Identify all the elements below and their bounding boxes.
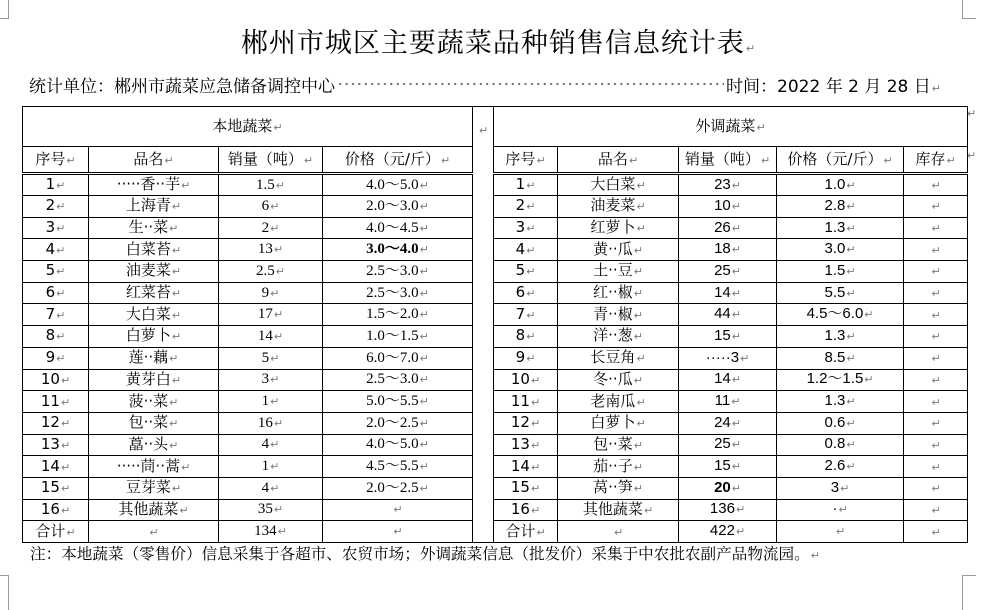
external-quantity-cell[interactable]: 24 ↵ [679, 412, 777, 434]
external-name-cell[interactable]: 青··椒 ↵ [558, 304, 679, 326]
external-price-cell[interactable]: 1.3 ↵ [777, 391, 904, 413]
table-row [23, 391, 968, 413]
external-stock-cell[interactable] [904, 304, 968, 326]
section-separator-cell[interactable] [473, 107, 494, 543]
external-quantity-cell[interactable]: ·····3 ↵ [679, 347, 777, 369]
external-quantity-cell[interactable]: 25 ↵ [679, 434, 777, 456]
external-header-quantity[interactable]: 销量（吨） ↵ [679, 147, 777, 174]
external-quantity-cell[interactable]: 25 ↵ [679, 261, 777, 283]
local-serial-cell[interactable]: 15 ↵ [23, 477, 89, 499]
external-name-cell[interactable]: 大白菜 ↵ [558, 174, 679, 196]
local-price-cell[interactable]: 3.0～4.0 ↵ [323, 239, 473, 261]
crop-mark-top-right [962, 0, 963, 18]
local-serial-cell[interactable]: 11 ↵ [23, 391, 89, 413]
local-quantity-cell[interactable]: 35 ↵ [219, 499, 323, 521]
total-row [23, 521, 968, 543]
local-serial-cell[interactable]: 9 ↵ [23, 347, 89, 369]
table-row [23, 304, 968, 326]
external-price-cell[interactable]: 1.0 ↵ [777, 174, 904, 196]
local-price-cell[interactable]: 2.5～3.0 ↵ [323, 282, 473, 304]
external-quantity-cell[interactable]: 18 ↵ [679, 239, 777, 261]
external-quantity-cell[interactable]: 44 ↵ [679, 304, 777, 326]
external-stock-cell[interactable] [904, 499, 968, 521]
external-quantity-cell[interactable]: 15 ↵ [679, 456, 777, 478]
local-serial-cell[interactable]: 1 ↵ [23, 174, 89, 196]
external-stock-cell[interactable] [904, 282, 968, 304]
local-name-cell[interactable]: 黄芽白 ↵ [89, 369, 219, 391]
local-price-cell[interactable]: 4.0～5.0 ↵ [323, 434, 473, 456]
local-name-cell[interactable]: 生··菜 ↵ [89, 217, 219, 239]
crop-mark-top-left [8, 0, 9, 18]
paragraph-mark-icon [478, 120, 488, 138]
external-price-cell[interactable]: 2.8 ↵ [777, 196, 904, 218]
local-serial-cell[interactable]: 3 ↵ [23, 217, 89, 239]
local-quantity-cell[interactable]: 2 ↵ [219, 217, 323, 239]
external-quantity-cell[interactable]: 23 ↵ [679, 174, 777, 196]
external-price-cell[interactable]: 1.2～1.5 ↵ [777, 369, 904, 391]
external-total-price-cell[interactable] [777, 521, 904, 543]
external-name-cell[interactable]: 长豆角 ↵ [558, 347, 679, 369]
local-total-label[interactable]: 合计 ↵ [23, 521, 89, 543]
local-header-quantity[interactable]: 销量（吨） ↵ [219, 147, 323, 174]
external-price-cell[interactable]: 1.3 ↵ [777, 217, 904, 239]
external-serial-cell[interactable]: 11 ↵ [494, 391, 558, 413]
external-quantity-cell[interactable]: 10 ↵ [679, 196, 777, 218]
external-stock-cell[interactable] [904, 456, 968, 478]
local-header-name[interactable]: 品名 ↵ [89, 147, 219, 174]
external-quantity-cell[interactable]: 14 ↵ [679, 282, 777, 304]
local-serial-cell[interactable]: 13 ↵ [23, 434, 89, 456]
external-header-serial[interactable]: 序号 ↵ [494, 147, 558, 174]
external-name-cell[interactable]: 包··菜 ↵ [558, 434, 679, 456]
local-serial-cell[interactable]: 10 ↵ [23, 369, 89, 391]
section-header-row [23, 107, 968, 147]
table-row [23, 499, 968, 521]
external-total-name-cell[interactable] [558, 521, 679, 543]
external-price-cell[interactable]: 0.8 ↵ [777, 434, 904, 456]
local-name-cell[interactable]: 菠··菜 ↵ [89, 391, 219, 413]
external-serial-cell[interactable]: 4 ↵ [494, 239, 558, 261]
table-row [23, 369, 968, 391]
external-serial-cell[interactable]: 16 ↵ [494, 499, 558, 521]
local-serial-cell[interactable]: 14 ↵ [23, 456, 89, 478]
local-price-cell[interactable] [323, 499, 473, 521]
external-stock-cell[interactable] [904, 261, 968, 283]
external-quantity-cell[interactable]: 14 ↵ [679, 369, 777, 391]
external-total-stock-cell[interactable] [904, 521, 968, 543]
local-price-cell[interactable]: 4.0～5.0 ↵ [323, 174, 473, 196]
local-serial-cell[interactable]: 5 ↵ [23, 261, 89, 283]
crop-mark-bottom-right [962, 575, 976, 576]
external-quantity-cell[interactable]: 20 ↵ [679, 477, 777, 499]
local-quantity-cell[interactable]: 13 ↵ [219, 239, 323, 261]
local-serial-cell[interactable]: 12 ↵ [23, 412, 89, 434]
external-name-cell[interactable]: 冬··瓜 ↵ [558, 369, 679, 391]
local-name-cell[interactable]: 上海青 ↵ [89, 196, 219, 218]
local-total-price-cell[interactable] [323, 521, 473, 543]
local-name-cell[interactable]: 包··菜 ↵ [89, 412, 219, 434]
external-name-cell[interactable]: 其他蔬菜 ↵ [558, 499, 679, 521]
external-serial-cell[interactable]: 10 ↵ [494, 369, 558, 391]
local-price-cell[interactable]: 4.5～5.5 ↵ [323, 456, 473, 478]
local-name-cell[interactable]: ·····茼··蒿 ↵ [89, 456, 219, 478]
crop-mark-top-left [0, 18, 9, 19]
document-title: 郴州市城区主要蔬菜品种销售信息统计表 ↵ [0, 25, 997, 68]
external-name-cell[interactable]: 红萝卜 ↵ [558, 217, 679, 239]
local-name-cell[interactable]: ·····香··芋 ↵ [89, 174, 219, 196]
external-price-cell[interactable]: 3.0 ↵ [777, 239, 904, 261]
local-header-price[interactable]: 价格（元/斤） ↵ [323, 147, 473, 174]
table-row [23, 282, 968, 304]
external-name-cell[interactable]: 洋··葱 ↵ [558, 326, 679, 348]
local-price-cell[interactable]: 4.0～4.5 ↵ [323, 217, 473, 239]
local-serial-cell[interactable]: 8 ↵ [23, 326, 89, 348]
external-stock-cell[interactable] [904, 347, 968, 369]
external-total-quantity[interactable]: 422 ↵ [679, 521, 777, 543]
local-quantity-cell[interactable]: 1.5 ↵ [219, 174, 323, 196]
table-row [23, 456, 968, 478]
local-serial-cell[interactable]: 4 ↵ [23, 239, 89, 261]
external-total-label[interactable]: 合计 ↵ [494, 521, 558, 543]
external-quantity-cell[interactable]: 26 ↵ [679, 217, 777, 239]
crop-mark-bottom-right [962, 575, 963, 610]
crop-mark-bottom-left [8, 575, 9, 610]
external-stock-cell[interactable] [904, 174, 968, 196]
vegetable-sales-table [22, 106, 968, 543]
external-price-cell[interactable]: 1.5 ↵ [777, 261, 904, 283]
external-serial-cell[interactable]: 6 ↵ [494, 282, 558, 304]
external-serial-cell[interactable]: 1 ↵ [494, 174, 558, 196]
local-name-cell[interactable]: 莲··藕 ↵ [89, 347, 219, 369]
end-of-row-mark [966, 149, 976, 162]
table-row [23, 196, 968, 218]
local-quantity-cell[interactable]: 17 ↵ [219, 304, 323, 326]
local-quantity-cell[interactable]: 3 ↵ [219, 369, 323, 391]
dot-leader [337, 72, 724, 96]
local-price-cell[interactable]: 2.0～3.0 ↵ [323, 196, 473, 218]
local-name-cell[interactable]: 其他蔬菜 ↵ [89, 499, 219, 521]
external-quantity-cell[interactable]: 136 ↵ [679, 499, 777, 521]
external-price-cell[interactable]: 3 ↵ [777, 477, 904, 499]
external-price-cell[interactable]: 4.5～6.0 ↵ [777, 304, 904, 326]
local-name-cell[interactable]: 藠··头 ↵ [89, 434, 219, 456]
external-serial-cell[interactable]: 7 ↵ [494, 304, 558, 326]
external-header-price[interactable]: 价格（元/斤） ↵ [777, 147, 904, 174]
external-name-cell[interactable]: 老南瓜 ↵ [558, 391, 679, 413]
local-price-cell[interactable]: 2.0～2.5 ↵ [323, 412, 473, 434]
table-row [23, 412, 968, 434]
table-row [23, 174, 968, 196]
table-row [23, 239, 968, 261]
local-price-cell[interactable]: 1.5～2.0 ↵ [323, 304, 473, 326]
external-name-cell[interactable]: 油麦菜 ↵ [558, 196, 679, 218]
section-header-local[interactable]: 本地蔬菜 ↵ [23, 107, 473, 147]
local-name-cell[interactable]: 大白菜 ↵ [89, 304, 219, 326]
external-name-cell[interactable]: 红··椒 ↵ [558, 282, 679, 304]
local-serial-cell[interactable]: 7 ↵ [23, 304, 89, 326]
local-price-cell[interactable]: 5.0～5.5 ↵ [323, 391, 473, 413]
external-stock-cell[interactable] [904, 434, 968, 456]
external-name-cell[interactable]: 土··豆 ↵ [558, 261, 679, 283]
external-price-cell[interactable]: · ↵ [777, 499, 904, 521]
local-price-cell[interactable]: 2.0～2.5 ↵ [323, 477, 473, 499]
external-price-cell[interactable]: 1.3 ↵ [777, 326, 904, 348]
table-row [23, 434, 968, 456]
external-serial-cell[interactable]: 12 ↵ [494, 412, 558, 434]
external-serial-cell[interactable]: 8 ↵ [494, 326, 558, 348]
local-name-cell[interactable]: 白萝卜 ↵ [89, 326, 219, 348]
local-header-serial[interactable]: 序号 ↵ [23, 147, 89, 174]
local-name-cell[interactable]: 油麦菜 ↵ [89, 261, 219, 283]
external-serial-cell[interactable]: 15 ↵ [494, 477, 558, 499]
local-total-quantity[interactable]: 134 ↵ [219, 521, 323, 543]
external-stock-cell[interactable] [904, 477, 968, 499]
local-quantity-cell[interactable]: 2.5 ↵ [219, 261, 323, 283]
external-header-stock[interactable]: 库存 ↵ [904, 147, 968, 174]
local-quantity-cell[interactable]: 4 ↵ [219, 477, 323, 499]
local-quantity-cell[interactable]: 9 ↵ [219, 282, 323, 304]
local-price-cell[interactable]: 6.0～7.0 ↵ [323, 347, 473, 369]
external-stock-cell[interactable] [904, 391, 968, 413]
external-quantity-cell[interactable]: 15 ↵ [679, 326, 777, 348]
local-serial-cell[interactable]: 16 ↵ [23, 499, 89, 521]
external-name-cell[interactable]: 白萝卜 ↵ [558, 412, 679, 434]
external-stock-cell[interactable] [904, 369, 968, 391]
local-name-cell[interactable]: 红菜苔 ↵ [89, 282, 219, 304]
external-header-name[interactable]: 品名 ↵ [558, 147, 679, 174]
report-date: 时间：2022 年 2 月 28 日 ↵ [726, 72, 941, 97]
external-stock-cell[interactable] [904, 196, 968, 218]
statistics-unit: 统计单位：郴州市蔬菜应急储备调控中心 [29, 76, 335, 97]
local-serial-cell[interactable]: 6 ↵ [23, 282, 89, 304]
local-price-cell[interactable]: 1.0～1.5 ↵ [323, 326, 473, 348]
table-row [23, 326, 968, 348]
external-serial-cell[interactable]: 5 ↵ [494, 261, 558, 283]
local-total-name-cell[interactable] [89, 521, 219, 543]
external-price-cell[interactable]: 2.6 ↵ [777, 456, 904, 478]
meta-line [29, 72, 941, 96]
external-serial-cell[interactable]: 9 ↵ [494, 347, 558, 369]
local-price-cell[interactable]: 2.5～3.0 ↵ [323, 369, 473, 391]
local-quantity-cell[interactable]: 5 ↵ [219, 347, 323, 369]
external-serial-cell[interactable]: 13 ↵ [494, 434, 558, 456]
external-stock-cell[interactable] [904, 412, 968, 434]
table-row [23, 347, 968, 369]
local-serial-cell[interactable]: 2 ↵ [23, 196, 89, 218]
table-row [23, 217, 968, 239]
external-serial-cell[interactable]: 2 ↵ [494, 196, 558, 218]
column-header-row [23, 147, 968, 174]
external-price-cell[interactable]: 8.5 ↵ [777, 347, 904, 369]
local-quantity-cell[interactable]: 1 ↵ [219, 391, 323, 413]
external-serial-cell[interactable]: 3 ↵ [494, 217, 558, 239]
section-header-external[interactable]: 外调蔬菜 ↵ [494, 107, 968, 147]
external-price-cell[interactable]: 0.6 ↵ [777, 412, 904, 434]
external-quantity-cell[interactable]: 11 ↵ [679, 391, 777, 413]
external-serial-cell[interactable]: 14 ↵ [494, 456, 558, 478]
table-row [23, 261, 968, 283]
footnote: 注：本地蔬菜（零售价）信息采集于各超市、农贸市场；外调蔬菜信息（批发价）采集于中农批农副产品物流园。 ↵ [30, 542, 820, 566]
external-name-cell[interactable]: 莴··笋 ↵ [558, 477, 679, 499]
end-of-row-mark [966, 107, 976, 120]
local-name-cell[interactable]: 豆芽菜 ↵ [89, 477, 219, 499]
local-quantity-cell[interactable]: 6 ↵ [219, 196, 323, 218]
local-quantity-cell[interactable]: 16 ↵ [219, 412, 323, 434]
external-name-cell[interactable]: 黄··瓜 ↵ [558, 239, 679, 261]
external-stock-cell[interactable] [904, 326, 968, 348]
local-quantity-cell[interactable]: 4 ↵ [219, 434, 323, 456]
crop-mark-top-right [962, 18, 976, 19]
table-row [23, 477, 968, 499]
external-stock-cell[interactable] [904, 239, 968, 261]
external-price-cell[interactable]: 5.5 ↵ [777, 282, 904, 304]
local-price-cell[interactable]: 2.5～3.0 ↵ [323, 261, 473, 283]
local-name-cell[interactable]: 白菜苔 ↵ [89, 239, 219, 261]
external-stock-cell[interactable] [904, 217, 968, 239]
external-name-cell[interactable]: 茄··子 ↵ [558, 456, 679, 478]
local-quantity-cell[interactable]: 1 ↵ [219, 456, 323, 478]
local-quantity-cell[interactable]: 14 ↵ [219, 326, 323, 348]
